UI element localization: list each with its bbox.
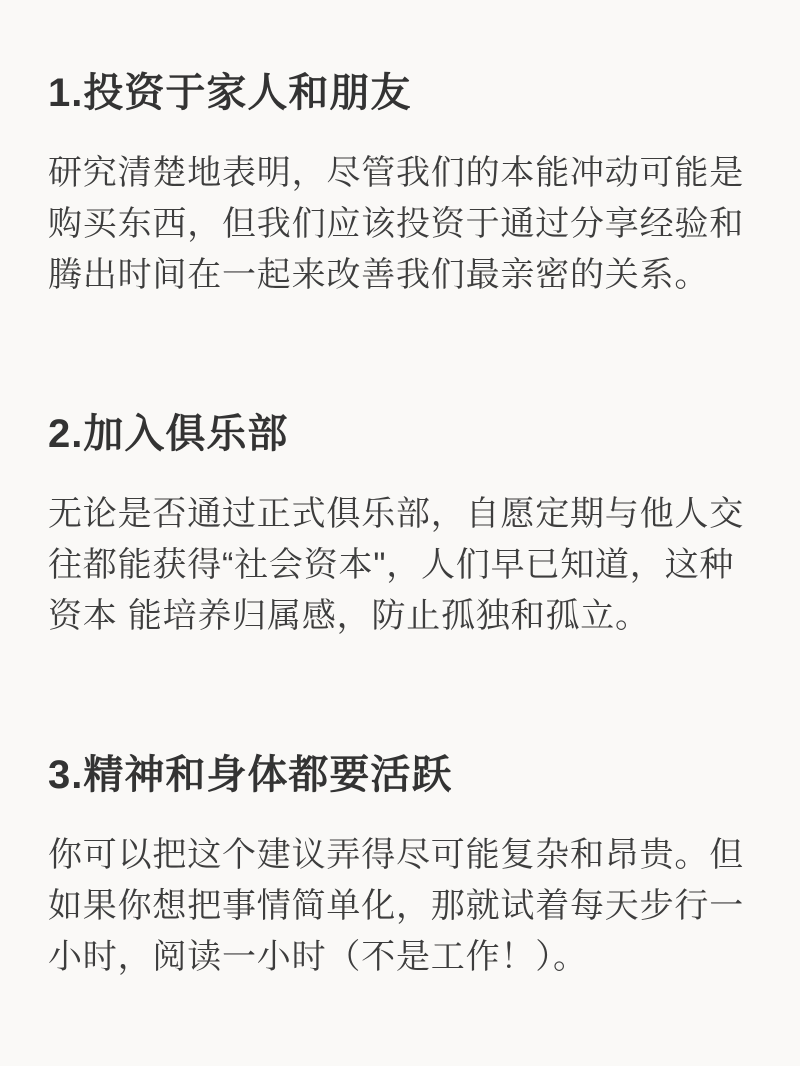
section-3-paragraph (48, 830, 750, 983)
section-join-a-club (48, 411, 750, 642)
paragraph-line: 腾出时间在一起来改善我们最亲密的关系。 (48, 256, 710, 294)
paragraph-line: 小时，阅读一小时（不是工作！）。 (48, 938, 588, 976)
section-1-heading: 1.投资于家人和朋友 (48, 71, 412, 115)
section-stay-active (48, 752, 750, 983)
paragraph-line: 购买东西，但我们应该投资于通过分享经验和 (48, 205, 744, 243)
section-1-paragraph (48, 148, 750, 301)
paragraph-line: 你可以把这个建议弄得尽可能复杂和昂贵。但 (48, 836, 744, 874)
section-invest-in-family (48, 70, 750, 301)
section-3-heading: 3.精神和身体都要活跃 (48, 753, 453, 797)
paragraph-line: 如果你想把事情简单化，那就试着每天步行一 (48, 887, 744, 925)
paragraph-line: 无论是否通过正式俱乐部，自愿定期与他人交 (48, 495, 744, 533)
paragraph-line: 往都能获得“社会资本"，人们早已知道，这种 (48, 546, 735, 584)
section-2-paragraph (48, 489, 750, 642)
paragraph-line: 研究清楚地表明，尽管我们的本能冲动可能是 (48, 154, 744, 192)
section-2-heading: 2.加入俱乐部 (48, 412, 289, 456)
paragraph-line: 资本 能培养归属感，防止孤独和孤立。 (48, 597, 650, 635)
